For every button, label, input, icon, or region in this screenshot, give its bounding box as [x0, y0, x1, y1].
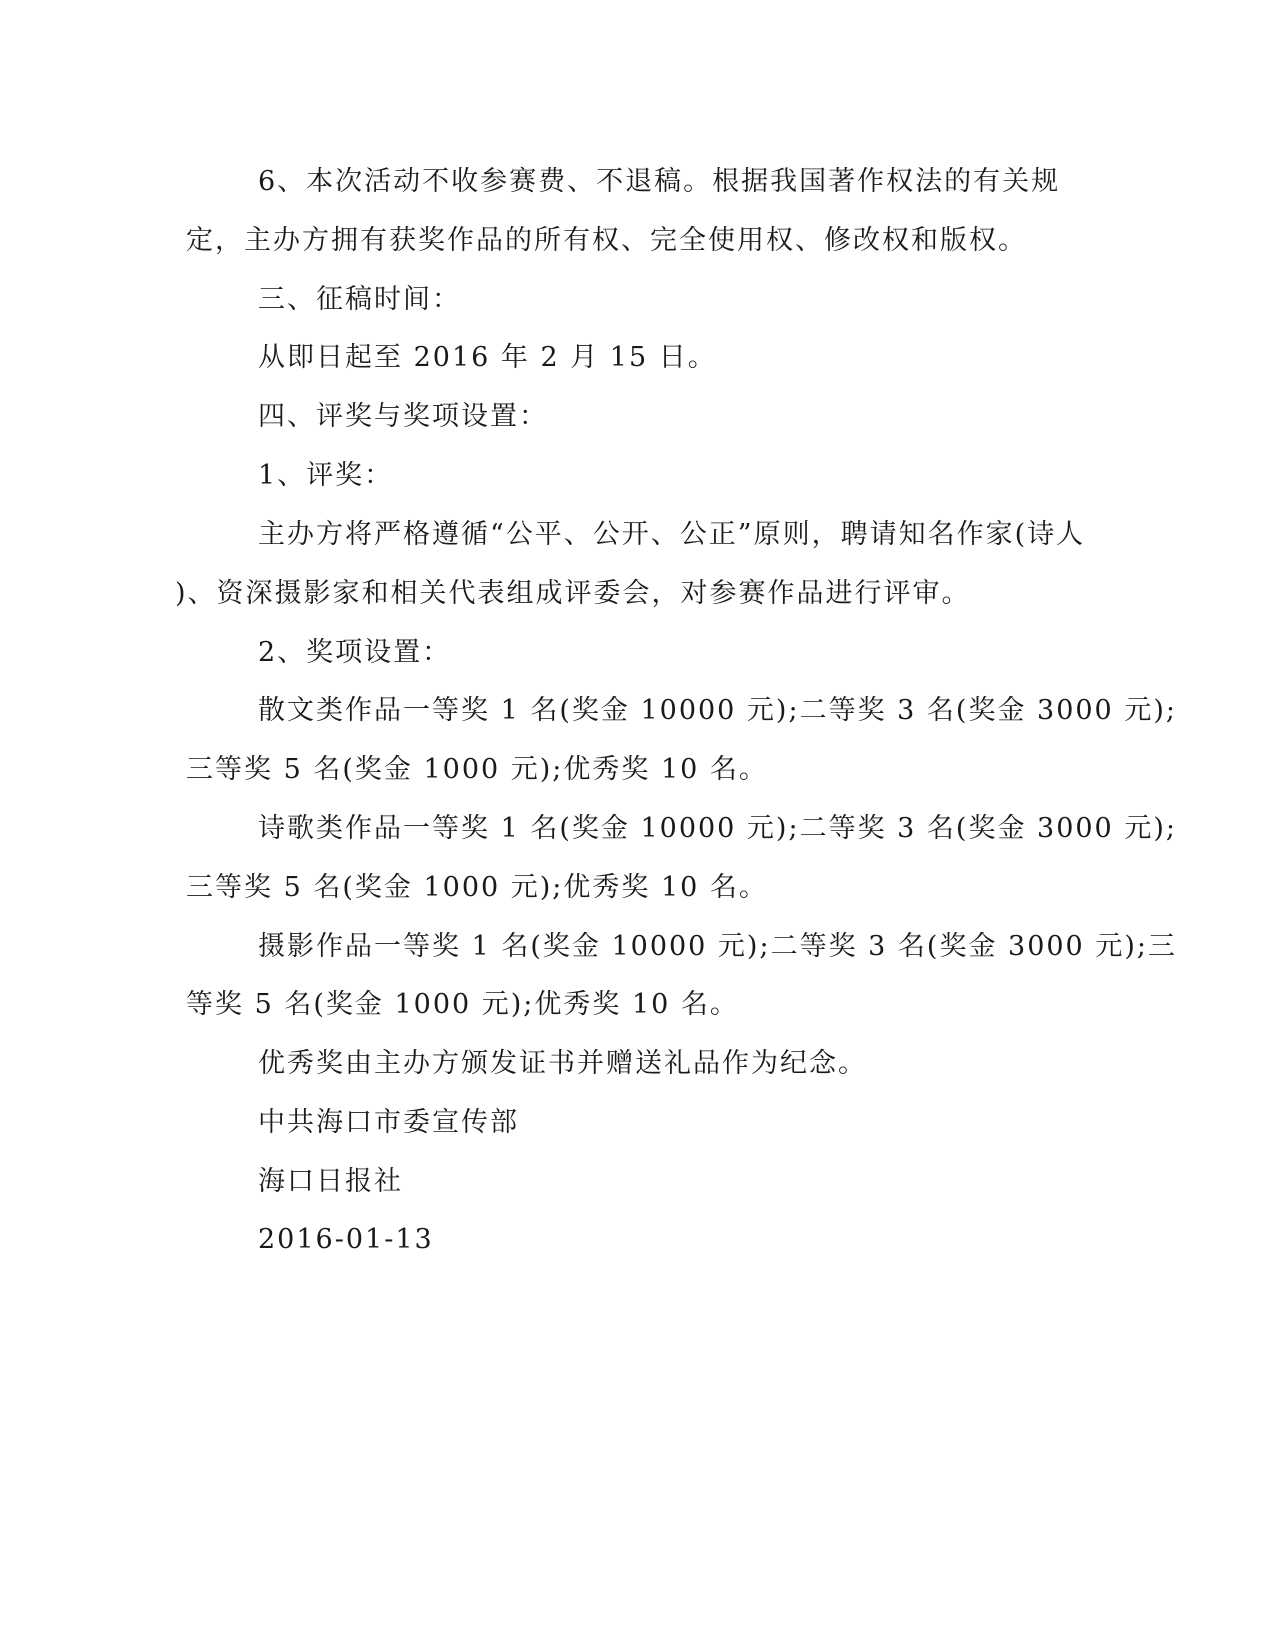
judging-text-line-2: )、资深摄影家和相关代表组成评委会，对参赛作品进行评审。	[175, 578, 971, 609]
section-heading-awards: 四、评奖与奖项设置：	[258, 401, 548, 432]
excellence-award-note: 优秀奖由主办方颁发证书并赠送礼品作为纪念。	[258, 1048, 867, 1079]
subheading-judging: 1、评奖：	[258, 460, 394, 491]
document-date: 2016-01-13	[258, 1224, 434, 1255]
paragraph-rule-6-line-1: 6、本次活动不收参赛费、不退稿。根据我国著作权法的有关规	[258, 166, 1061, 197]
judging-text-line-1: 主办方将严格遵循“公平、公开、公正”原则，聘请知名作家(诗人	[258, 519, 1086, 550]
photo-prizes-line-2: 等奖 5 名(奖金 1000 元);优秀奖 10 名。	[186, 989, 739, 1020]
prose-prizes-line-1: 散文类作品一等奖 1 名(奖金 10000 元);二等奖 3 名(奖金 3000 元);	[258, 695, 1177, 726]
organizer-2: 海口日报社	[258, 1166, 403, 1197]
section-heading-deadline: 三、征稿时间：	[258, 284, 461, 315]
photo-prizes-line-1: 摄影作品一等奖 1 名(奖金 10000 元);二等奖 3 名(奖金 3000 元);三	[258, 931, 1177, 962]
deadline-text: 从即日起至 2016 年 2 月 15 日。	[258, 342, 717, 373]
poetry-prizes-line-2: 三等奖 5 名(奖金 1000 元);优秀奖 10 名。	[186, 872, 768, 903]
prose-prizes-line-2: 三等奖 5 名(奖金 1000 元);优秀奖 10 名。	[186, 754, 768, 785]
subheading-prizes: 2、奖项设置：	[258, 637, 452, 668]
poetry-prizes-line-1: 诗歌类作品一等奖 1 名(奖金 10000 元);二等奖 3 名(奖金 3000 元);	[258, 813, 1177, 844]
paragraph-rule-6-line-2: 定，主办方拥有获奖作品的所有权、完全使用权、修改权和版权。	[186, 225, 1027, 256]
organizer-1: 中共海口市委宣传部	[258, 1107, 519, 1138]
